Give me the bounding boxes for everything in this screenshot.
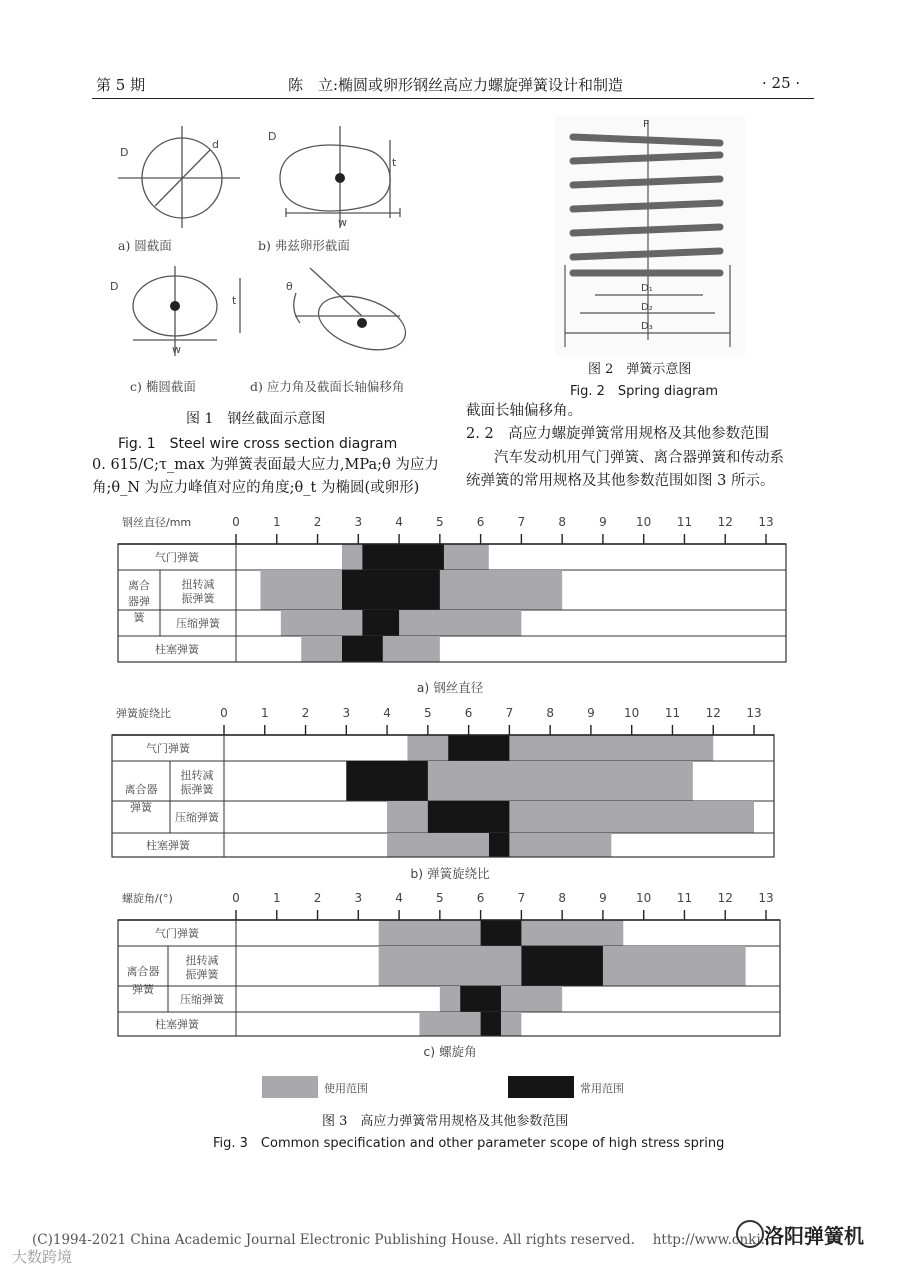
row-label-2-3: 柱塞弹簧 bbox=[155, 1018, 199, 1031]
tick-label-1-8: 8 bbox=[546, 706, 554, 720]
group-label-1-b: 弹簧 bbox=[130, 801, 152, 814]
legend-common-swatch bbox=[508, 1076, 574, 1098]
fig2-caption-cn: 图 2 弹簧示意图 bbox=[588, 362, 692, 377]
common-range-bar-2-2 bbox=[460, 986, 501, 1012]
fig1-caption-cn: 图 1 钢丝截面示意图 bbox=[186, 411, 326, 427]
tick-label-1-7: 7 bbox=[505, 706, 514, 720]
fig2-label-P: P bbox=[643, 119, 650, 130]
panel-title-0: a) 钢丝直径 bbox=[416, 680, 484, 695]
group-label-0-a: 离合 bbox=[128, 579, 150, 592]
common-range-bar-1-0 bbox=[448, 735, 509, 761]
fig1-label-w-c: w bbox=[172, 343, 181, 356]
tick-label-1-11: 11 bbox=[664, 706, 681, 720]
right-para-line-2: 统弹簧的常用规格及其他参数范围如图 3 所示。 bbox=[466, 473, 775, 489]
common-range-bar-2-0 bbox=[481, 920, 522, 946]
tick-label-0-2: 2 bbox=[313, 515, 322, 529]
common-range-bar-0-0 bbox=[362, 544, 444, 570]
issue-number: 第 5 期 bbox=[96, 76, 146, 94]
running-title: 陈 立:椭圆或卵形钢丝高应力螺旋弹簧设计和制造 bbox=[288, 76, 624, 94]
row-label-0-2: 压缩弹簧 bbox=[176, 617, 220, 630]
common-range-bar-1-3 bbox=[489, 833, 509, 857]
fig1-caption-en: Fig. 1 Steel wire cross section diagram bbox=[118, 436, 398, 452]
use-range-bar-0-2 bbox=[281, 610, 522, 636]
tick-label-1-5: 5 bbox=[424, 706, 432, 720]
fig2-label-D1: D₁ bbox=[641, 283, 653, 294]
fig1-label-t-b: t bbox=[392, 156, 397, 169]
tick-label-0-8: 8 bbox=[558, 515, 566, 529]
common-range-bar-0-3 bbox=[342, 636, 383, 662]
tick-label-2-1: 1 bbox=[272, 891, 281, 905]
panel-title-2: c) 螺旋角 bbox=[423, 1044, 477, 1059]
watermark: 大数跨境 bbox=[12, 1248, 73, 1266]
row-label-1-1-a: 扭转减 bbox=[180, 769, 214, 782]
group-label-0-b: 器弹 bbox=[128, 595, 150, 608]
fig1-label-theta: θ bbox=[286, 280, 293, 293]
fig1-sub-a: a) 圆截面 bbox=[118, 238, 172, 253]
wechat-icon bbox=[736, 1220, 764, 1248]
fig2-label-D2: D₂ bbox=[641, 302, 653, 313]
tick-label-0-6: 6 bbox=[476, 515, 485, 529]
tick-label-2-6: 6 bbox=[476, 891, 485, 905]
row-label-0-0: 气门弹簧 bbox=[155, 551, 199, 564]
row-label-2-1-a: 扭转减 bbox=[185, 954, 219, 967]
use-range-bar-2-3 bbox=[419, 1012, 521, 1036]
row-label-2-2: 压缩弹簧 bbox=[180, 993, 224, 1006]
fig1-sub-d: d) 应力角及截面长轴偏移角 bbox=[250, 379, 405, 394]
common-range-bar-0-2 bbox=[362, 610, 399, 636]
tick-label-1-9: 9 bbox=[587, 706, 595, 720]
legend-use-label: 使用范围 bbox=[324, 1082, 368, 1095]
tick-label-2-5: 5 bbox=[436, 891, 444, 905]
group-label-2-b: 弹簧 bbox=[132, 983, 154, 996]
row-label-0-1-b: 振弹簧 bbox=[181, 592, 215, 605]
fig1-label-D-c: D bbox=[110, 280, 119, 293]
group-label-1-a: 离合器 bbox=[124, 783, 158, 796]
tick-label-0-12: 12 bbox=[717, 515, 733, 529]
page-number: · 25 · bbox=[762, 74, 801, 92]
tick-label-2-7: 7 bbox=[517, 891, 526, 905]
fig1-label-D-b: D bbox=[268, 130, 277, 143]
tick-label-0-4: 4 bbox=[395, 515, 403, 529]
tick-label-0-9: 9 bbox=[599, 515, 607, 529]
row-label-1-1-b: 振弹簧 bbox=[180, 783, 214, 796]
tick-label-0-3: 3 bbox=[354, 515, 363, 529]
fig2-label-D3: D₃ bbox=[641, 321, 653, 332]
row-label-2-0: 气门弹簧 bbox=[155, 927, 199, 940]
tick-label-2-13: 13 bbox=[758, 891, 774, 905]
fig1-label-t-c: t bbox=[232, 294, 237, 307]
row-label-0-3: 柱塞弹簧 bbox=[155, 643, 199, 656]
axis-label-1: 弹簧旋绕比 bbox=[116, 707, 171, 720]
legend-common-label: 常用范围 bbox=[580, 1082, 624, 1095]
tick-label-1-12: 12 bbox=[705, 706, 721, 720]
tick-label-1-10: 10 bbox=[624, 706, 640, 720]
tick-label-2-8: 8 bbox=[558, 891, 566, 905]
fig3-caption-en: Fig. 3 Common specification and other parameter scope of high stress spring bbox=[213, 1136, 725, 1151]
tick-label-1-6: 6 bbox=[464, 706, 473, 720]
tick-label-2-10: 10 bbox=[636, 891, 652, 905]
fig2-caption-en: Fig. 2 Spring diagram bbox=[570, 384, 719, 399]
group-label-0-c: 簧 bbox=[133, 611, 145, 624]
copyright-footer: (C)1994-2021 China Academic Journal Electronic Publishing House. All rights reserved. http://www.cnki. bbox=[32, 1232, 765, 1248]
tick-label-2-4: 4 bbox=[395, 891, 403, 905]
axis-label-0: 钢丝直径/mm bbox=[122, 516, 192, 529]
left-text-line-2: 角;θ_N 为应力峰值对应的角度;θ_t 为椭圆(或卵形) bbox=[92, 480, 420, 496]
tick-label-1-1: 1 bbox=[260, 706, 269, 720]
tick-label-2-3: 3 bbox=[354, 891, 363, 905]
fig3-caption-cn: 图 3 高应力弹簧常用规格及其他参数范围 bbox=[322, 1114, 569, 1129]
fig1-sub-b: b) 弗兹卵形截面 bbox=[258, 238, 350, 253]
common-range-bar-1-2 bbox=[428, 801, 510, 833]
panel-title-1: b) 弹簧旋绕比 bbox=[410, 866, 490, 881]
row-label-1-2: 压缩弹簧 bbox=[175, 811, 219, 824]
row-label-0-1-a: 扭转减 bbox=[181, 578, 215, 591]
tick-label-0-0: 0 bbox=[232, 515, 240, 529]
left-text-line-1: 0. 615/C;τ_max 为弹簧表面最大应力,MPa;θ 为应力 bbox=[92, 457, 439, 473]
tick-label-2-11: 11 bbox=[676, 891, 693, 905]
section-heading: 2. 2 高应力螺旋弹簧常用规格及其他参数范围 bbox=[466, 426, 770, 442]
row-label-2-1-b: 振弹簧 bbox=[185, 968, 219, 981]
tick-label-1-2: 2 bbox=[301, 706, 310, 720]
fig1-label-D-a: D bbox=[120, 146, 129, 159]
tick-label-0-7: 7 bbox=[517, 515, 526, 529]
common-range-bar-2-1 bbox=[521, 946, 603, 986]
row-label-1-3: 柱塞弹簧 bbox=[146, 839, 190, 852]
common-range-bar-0-1 bbox=[342, 570, 440, 610]
tick-label-1-13: 13 bbox=[746, 706, 762, 720]
tick-label-2-9: 9 bbox=[599, 891, 607, 905]
common-range-bar-1-1 bbox=[346, 761, 428, 801]
fig1-sub-c: c) 椭圆截面 bbox=[130, 379, 196, 394]
tick-label-2-2: 2 bbox=[313, 891, 322, 905]
tick-label-1-3: 3 bbox=[342, 706, 351, 720]
tick-label-1-4: 4 bbox=[383, 706, 391, 720]
group-label-2-a: 离合器 bbox=[126, 965, 160, 978]
tick-label-0-1: 1 bbox=[272, 515, 281, 529]
tick-label-0-5: 5 bbox=[436, 515, 444, 529]
tick-label-2-0: 0 bbox=[232, 891, 240, 905]
brand-name: 洛阳弹簧机 bbox=[764, 1224, 864, 1248]
fig1-label-d: d bbox=[212, 138, 219, 151]
tick-label-2-12: 12 bbox=[717, 891, 733, 905]
common-range-bar-2-3 bbox=[481, 1012, 501, 1036]
right-para-line-1: 汽车发动机用气门弹簧、离合器弹簧和传动系 bbox=[494, 450, 784, 466]
axis-label-2: 螺旋角/(°) bbox=[122, 892, 173, 905]
row-label-1-0: 气门弹簧 bbox=[146, 742, 190, 755]
tick-label-0-11: 11 bbox=[676, 515, 693, 529]
tick-label-0-10: 10 bbox=[636, 515, 652, 529]
fig1-label-w-b: w bbox=[338, 216, 347, 229]
legend-use-swatch bbox=[262, 1076, 318, 1098]
tick-label-0-13: 13 bbox=[758, 515, 774, 529]
tick-label-1-0: 0 bbox=[220, 706, 228, 720]
right-text-line-1: 截面长轴偏移角。 bbox=[466, 403, 582, 419]
